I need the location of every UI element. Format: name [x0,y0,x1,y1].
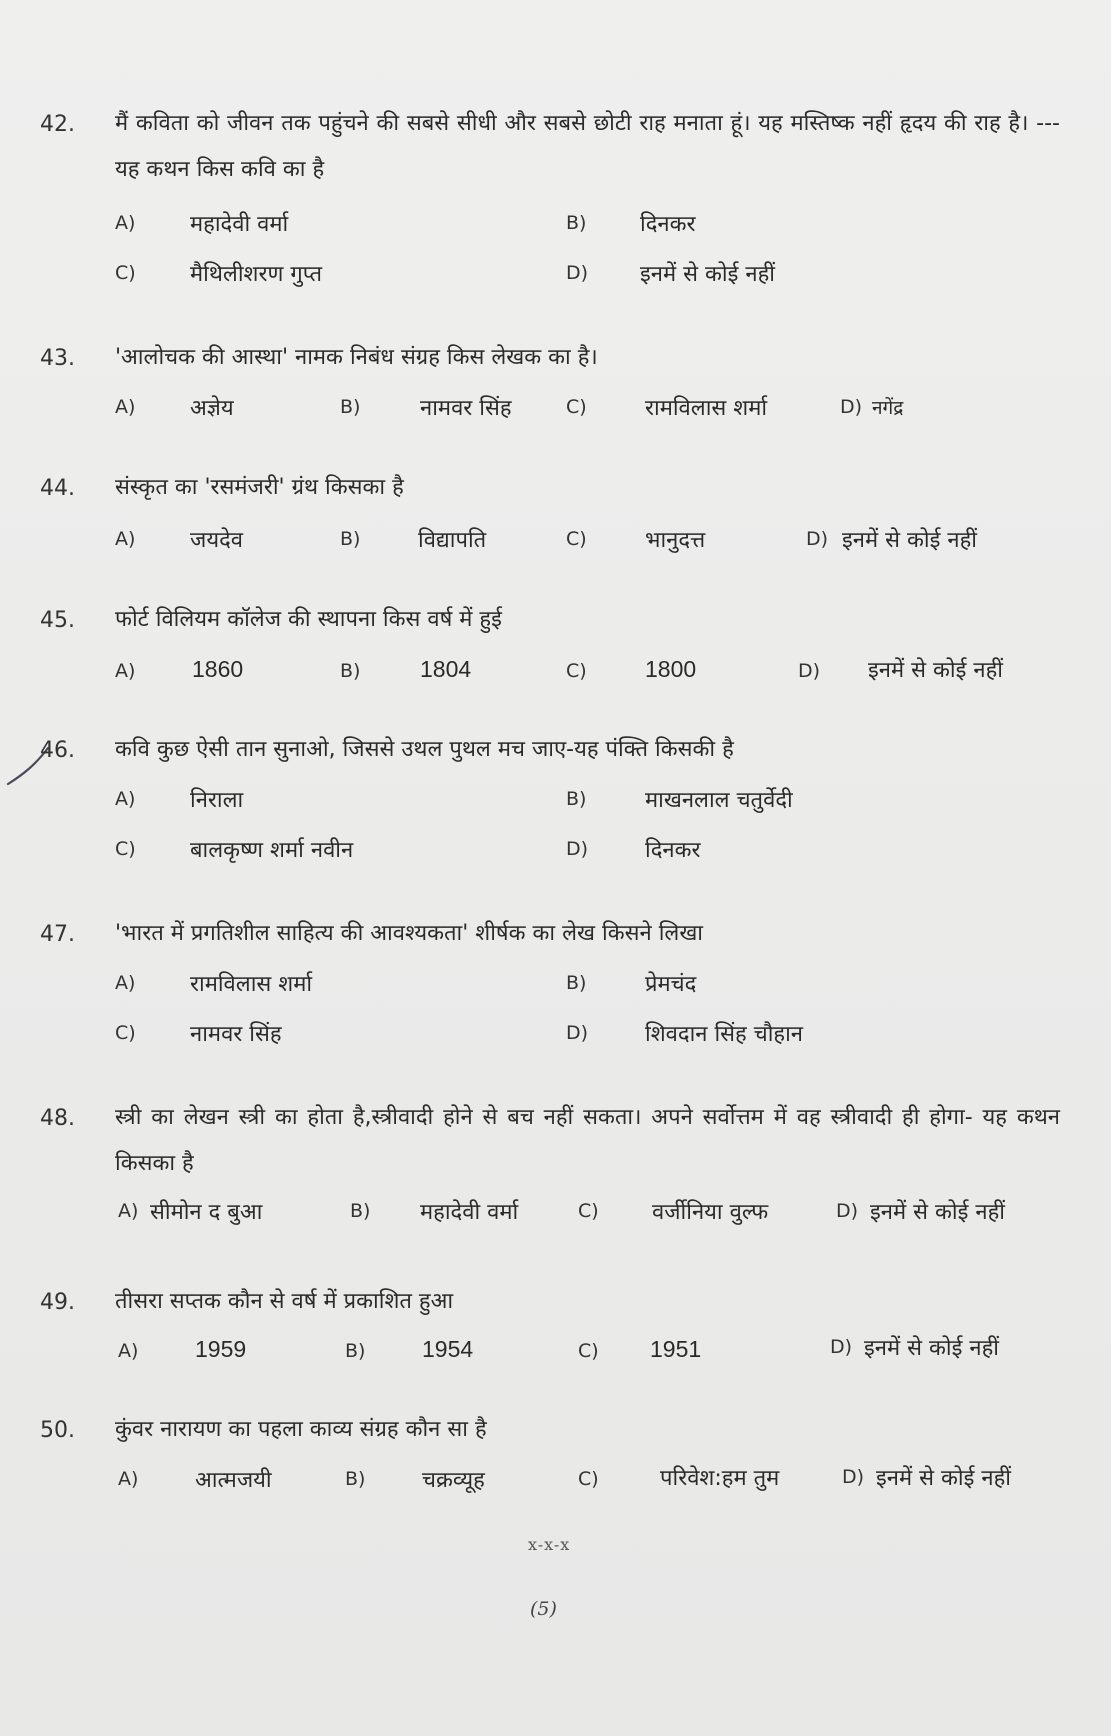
question-number: 43. [40,346,75,371]
option-label-a: A) [115,788,136,810]
option-label-a: A) [118,1340,139,1362]
option-label-b: B) [566,788,587,810]
option-label-c: C) [566,660,587,682]
option-label-d: D) [806,528,829,550]
question-text: कुंवर नारायण का पहला काव्य संग्रह कौन सा है [115,1417,487,1442]
option-b: प्रेमचंद [645,972,697,997]
option-label-b: B) [350,1200,371,1222]
option-c: 1800 [645,656,697,682]
question-text: 'भारत में प्रगतिशील साहित्य की आवश्यकता' शीर्षक का लेख किसने लिखा [115,921,704,946]
option-label-a: A) [115,972,136,994]
option-label-a: A) [115,396,136,418]
option-d: इनमें से कोई नहीं [864,1336,1000,1361]
option-b: नामवर सिंह [420,396,512,421]
page-number: (5) [530,1598,557,1620]
question-text: 'आलोचक की आस्था' नामक निबंध संग्रह किस लेखक का है। [115,345,598,370]
option-label-c: C) [115,1022,136,1044]
option-b: 1954 [422,1336,474,1362]
option-c: बालकृष्ण शर्मा नवीन [190,838,354,863]
option-label-c: C) [578,1468,599,1490]
question-text: मैं कविता को जीवन तक पहुंचने की सबसे सीधी और सबसे छोटी राह मनाता हूं। यह मस्तिष्क नहीं हृदय की राह है। ---यह कथन किस कवि का है [115,111,1060,182]
question-number: 47. [40,922,75,947]
option-d: दिनकर [645,838,701,863]
option-a: 1860 [192,656,244,682]
option-label-b: B) [566,212,587,234]
option-b: माखनलाल चतुर्वेदी [645,788,793,813]
option-label-d: D) [842,1466,865,1488]
option-label-d: D) [566,838,589,860]
option-c: नामवर सिंह [190,1022,282,1047]
option-label-a: A) [115,212,136,234]
question-number: 50. [40,1418,75,1443]
option-b: 1804 [420,656,472,682]
question-text: संस्कृत का 'रसमंजरी' ग्रंथ किसका है [115,475,404,500]
option-label-d: D) [566,262,589,284]
question-number: 48. [40,1106,75,1131]
option-d: इनमें से कोई नहीं [876,1466,1012,1491]
option-a: सीमोन द बुआ [150,1200,263,1225]
option-d: इनमें से कोई नहीं [842,528,978,553]
option-a: अज्ञेय [190,396,234,421]
question-text: कवि कुछ ऐसी तान सुनाओ, जिससे उथल पुथल मच जाए-यह पंक्ति किसकी है [115,737,734,762]
option-label-b: B) [340,396,361,418]
question-text: तीसरा सप्तक कौन से वर्ष में प्रकाशित हुआ [115,1289,454,1314]
option-label-d: D) [836,1200,859,1222]
option-a: जयदेव [190,528,243,553]
question-text: फोर्ट विलियम कॉलेज की स्थापना किस वर्ष में हुई [115,607,502,632]
option-a: महादेवी वर्मा [190,212,289,237]
option-label-a: A) [118,1468,139,1490]
option-b: चक्रव्यूह [422,1468,485,1493]
option-label-a: A) [115,528,136,550]
question-number: 44. [40,476,75,501]
option-label-c: C) [566,396,587,418]
question-number: 49. [40,1290,75,1315]
option-label-d: D) [798,660,821,682]
end-separator: x-x-x [528,1535,571,1554]
option-c: मैथिलीशरण गुप्त [190,262,323,287]
option-d: शिवदान सिंह चौहान [645,1022,803,1047]
option-c: भानुदत्त [645,528,706,553]
question-number: 45. [40,608,75,633]
option-c: 1951 [650,1336,702,1362]
option-label-c: C) [115,262,136,284]
option-b: विद्यापति [418,528,487,553]
question-number: 42. [40,112,75,137]
question-text: स्त्री का लेखन स्त्री का होता है,स्त्रीवादी होने से बच नहीं सकता। अपने सर्वोत्तम में वह स्त्रीवादी ही होगा- यह कथन किसका है [115,1105,1060,1176]
option-label-d: D) [840,396,863,418]
option-b: महादेवी वर्मा [420,1200,519,1225]
option-label-b: B) [345,1340,366,1362]
option-label-b: B) [345,1468,366,1490]
option-label-c: C) [115,838,136,860]
option-label-d: D) [830,1336,853,1358]
option-c: परिवेश:हम तुम [660,1466,780,1491]
option-label-a: A) [115,660,136,682]
option-label-b: B) [340,528,361,550]
option-a: निराला [190,788,244,813]
option-a: 1959 [195,1336,247,1362]
option-c: वर्जीनिया वुल्फ [652,1200,769,1225]
option-d: इनमें से कोई नहीं [868,658,1004,683]
option-c: रामविलास शर्मा [645,396,768,421]
option-a: आत्मजयी [195,1468,272,1493]
question-number: 46. [40,738,75,763]
option-d: इनमें से कोई नहीं [640,262,776,287]
option-label-b: B) [340,660,361,682]
option-label-a: A) [118,1200,139,1222]
option-label-c: C) [578,1200,599,1222]
option-a: रामविलास शर्मा [190,972,313,997]
option-label-c: C) [566,528,587,550]
option-d: इनमें से कोई नहीं [870,1200,1006,1225]
option-label-d: D) [566,1022,589,1044]
option-label-b: B) [566,972,587,994]
option-label-c: C) [578,1340,599,1362]
option-b: दिनकर [640,212,696,237]
option-d: नगेंद्र [872,397,904,419]
